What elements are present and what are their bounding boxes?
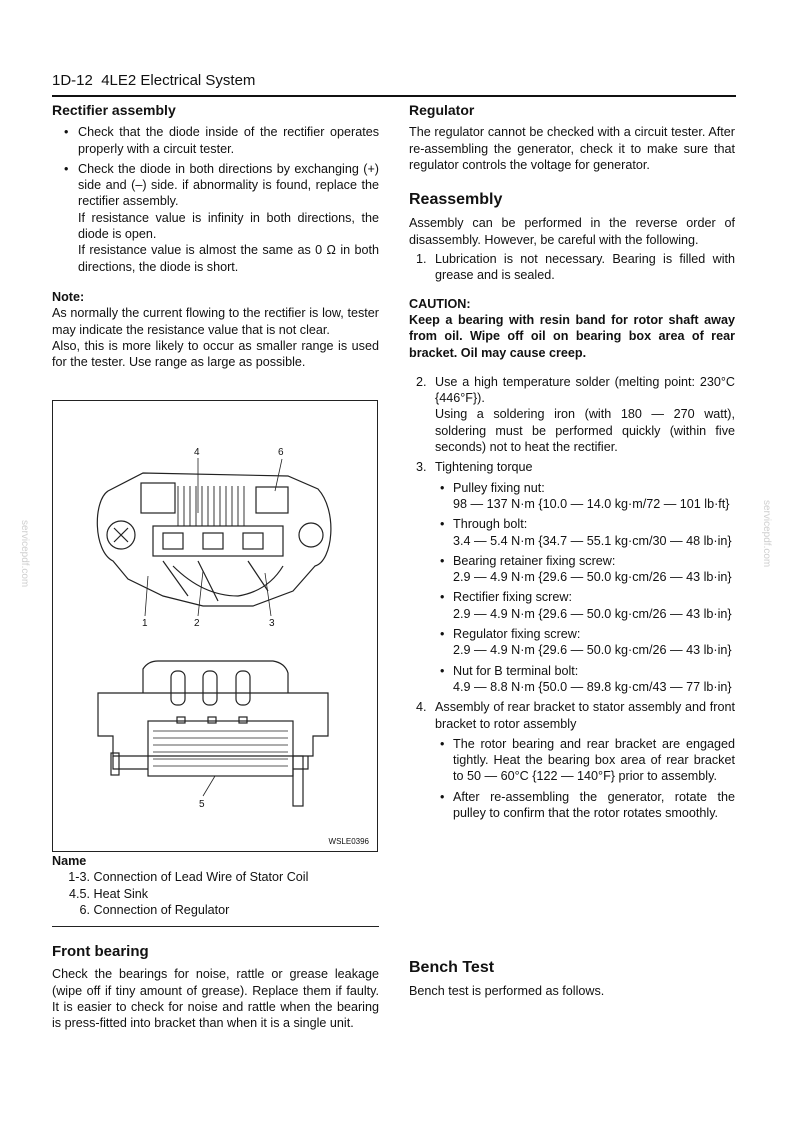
legend-text: Heat Sink [93, 886, 149, 901]
step-text: Using a soldering iron (with 180 — 270 watt), soldering must be performed quickly (within five seconds) not to heat the rectifier. [435, 407, 735, 455]
rectifier-bullet-2-line-3: If resistance value is almost the same as 0 Ω in both directions, the diode is short. [78, 243, 379, 274]
step-number: 4. [416, 700, 427, 715]
bench-test-section [409, 960, 735, 1000]
section-title: 4LE2 Electrical System [101, 72, 256, 89]
legend-num: 6. [79, 902, 90, 917]
regulator-text: The regulator cannot be checked with a circuit tester. After re-assembling the generator, check it to make sure that regulator controls the voltage for generator. [409, 125, 735, 172]
legend-num: 4.5. [68, 886, 90, 901]
step-4 [409, 699, 735, 821]
watermark-right: servicepdf.com [761, 500, 772, 568]
step-text: Tightening torque [435, 460, 533, 475]
step-number: 1. [416, 252, 427, 267]
torque-label: • Nut for B terminal bolt: [453, 663, 579, 678]
rectifier-diagram [53, 401, 377, 851]
rectifier-bullet-1: • Check that the diode inside of the rectifier operates properly with a circuit tester. [52, 124, 379, 157]
torque-item [435, 663, 735, 696]
note-text-2: Also, this is more likely to occur as smaller range is used for the tester. Use range as large as possible. [52, 338, 379, 370]
legend-text: Connection of Lead Wire of Stator Coil [93, 870, 309, 885]
torque-value: 3.4 — 5.4 N·m {34.7 — 55.1 kg·cm/30 — 48 lb·in} [453, 533, 732, 548]
legend-title: Name [52, 854, 87, 868]
torque-list [435, 480, 735, 696]
torque-item [435, 516, 735, 549]
rectifier-bullet-2-line-2: If resistance value is infinity in both directions, the diode is open. [78, 210, 379, 242]
front-bearing-section [52, 944, 379, 1031]
step-4-note: • After re-assembling the generator, rotate the pulley to confirm that the rotor rotates smoothly. [435, 789, 735, 822]
left-column [52, 102, 379, 370]
caution-label: CAUTION: [409, 296, 471, 311]
torque-label: • Regulator fixing screw: [453, 627, 581, 642]
legend-text: Connection of Regulator [93, 902, 230, 917]
torque-value: 2.9 — 4.9 N·m {29.6 — 50.0 kg·cm/26 — 43 lb·in} [453, 643, 732, 658]
step-text: Lubrication is not necessary. Bearing is filled with grease and is sealed. [435, 252, 735, 283]
callout-4: 4 [194, 447, 200, 458]
figure-code: WSLE0396 [328, 837, 369, 846]
regulator-title: Regulator [409, 102, 475, 118]
callout-1: 1 [142, 618, 148, 629]
torque-label: • Rectifier fixing screw: [453, 590, 572, 605]
note-text-1: As normally the current flowing to the rectifier is low, tester may indicate the resistance value that is not clear. [52, 306, 379, 337]
bench-test-title: Bench Test [409, 959, 495, 976]
front-bearing-text: Check the bearings for noise, rattle or grease leakage (wipe off if tiny amount of grease). Replace them if faulty. It is easier to check for noise and rattle when the bearing is press-fitted into bracket than when it is a single unit. [52, 967, 379, 1031]
step-text: Use a high temperature solder (melting point: 230°C {446°F}). [435, 374, 735, 406]
reassembly-steps [409, 251, 735, 284]
step-number: 3. [416, 460, 427, 475]
rectifier-figure [52, 400, 378, 852]
step-3 [409, 459, 735, 695]
step-2 [409, 374, 735, 455]
step-number: 2. [416, 374, 427, 389]
caution-text: Keep a bearing with resin band for rotor shaft away from oil. Wipe off oil on bearing box area of rear bracket. Oil may cause creep. [409, 312, 735, 360]
rectifier-checks [52, 124, 379, 275]
torque-value: 4.9 — 8.8 N·m {50.0 — 89.8 kg·cm/43 — 77 lb·in} [453, 679, 732, 694]
step-1 [409, 251, 735, 284]
rectifier-bullet-2 [52, 161, 379, 275]
torque-item [435, 589, 735, 622]
step-4-note: • The rotor bearing and rear bracket are engaged tightly. Heat the bearing box area of rear bracket to 50 — 60°C {122 — 140°F} prior to assembly. [435, 736, 735, 785]
watermark-left: servicepdf.com [19, 520, 30, 588]
callout-5: 5 [199, 799, 205, 810]
reassembly-steps-cont [409, 374, 735, 821]
callout-6: 6 [278, 447, 284, 458]
note-label: Note: [52, 289, 85, 304]
rectifier-title: Rectifier assembly [52, 102, 176, 118]
callout-3: 3 [269, 618, 275, 629]
legend-item [52, 886, 379, 902]
bench-test-text: Bench test is performed as follows. [409, 984, 605, 999]
torque-label: • Pulley fixing nut: [453, 480, 545, 495]
torque-value: 2.9 — 4.9 N·m {29.6 — 50.0 kg·cm/26 — 43 lb·in} [453, 606, 732, 621]
step-text: Assembly of rear bracket to stator assembly and front bracket to rotor assembly [435, 700, 735, 731]
figure-legend [52, 853, 379, 918]
step-4-notes [435, 736, 735, 821]
section-divider [52, 926, 379, 927]
torque-label: • Bearing retainer fixing screw: [453, 553, 616, 568]
torque-value: 98 — 137 N·m {10.0 — 14.0 kg·m/72 — 101 lb·ft} [453, 496, 730, 511]
reassembly-intro: Assembly can be performed in the reverse order of disassembly. However, be careful with the following. [409, 216, 735, 247]
reassembly-title: Reassembly [409, 191, 503, 209]
header-rule [52, 95, 736, 97]
torque-item [435, 626, 735, 659]
torque-item [435, 553, 735, 586]
torque-value: 2.9 — 4.9 N·m {29.6 — 50.0 kg·cm/26 — 43 lb·in} [453, 570, 732, 585]
page-header [52, 72, 255, 89]
page-id: 1D-12 [52, 72, 93, 89]
rectifier-bullet-2-line-1: • Check the diode in both directions by exchanging (+) side and (–) side. if abnormality is found, replace the rectifier assembly. [78, 161, 379, 209]
front-bearing-title: Front bearing [52, 943, 149, 960]
callout-2: 2 [194, 618, 200, 629]
legend-num: 1-3. [68, 870, 90, 885]
torque-label: • Through bolt: [453, 517, 528, 532]
right-column [409, 102, 735, 825]
legend-item [52, 869, 379, 885]
legend-item [52, 902, 379, 918]
torque-item [435, 480, 735, 513]
